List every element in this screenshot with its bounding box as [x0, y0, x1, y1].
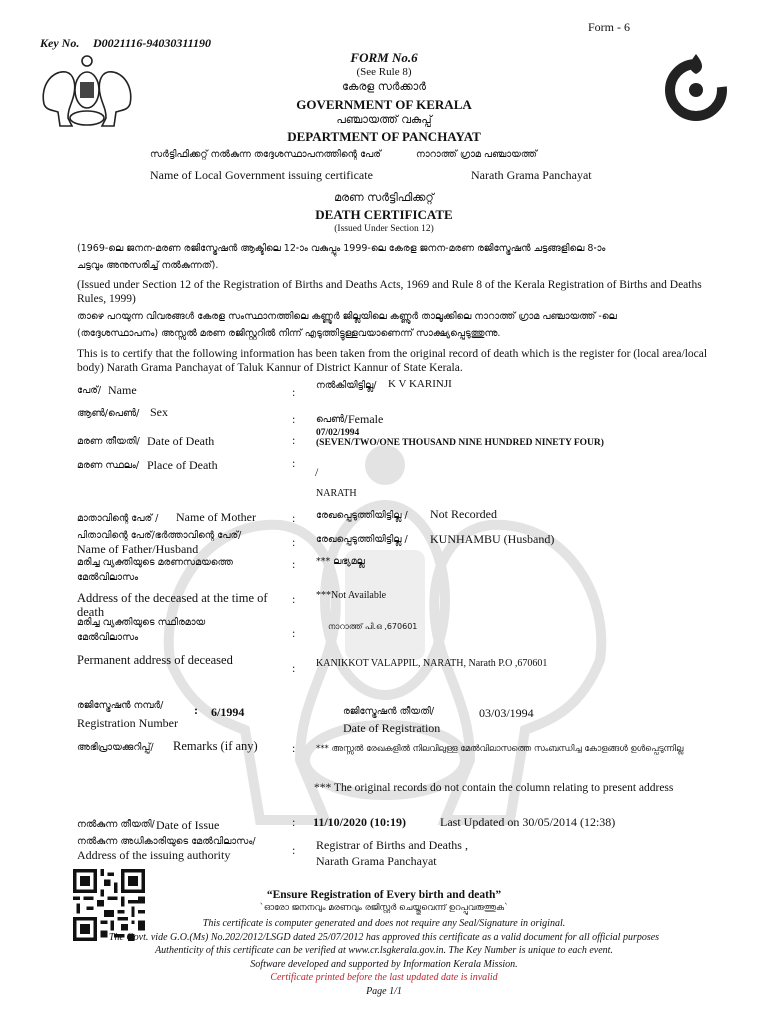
sex-label-en: Sex	[150, 405, 168, 419]
page-number: Page 1/1	[366, 986, 402, 997]
regdate-value: 03/03/1994	[479, 706, 534, 720]
see-rule: (See Rule 8)	[356, 66, 412, 78]
para2-ml-line1: താഴെ പറയുന്ന വിവരങ്ങൾ കേരള സംസ്ഥാനത്തിലെ കണ്ണൂർ ജില്ലയിലെ കണ്ണൂർ താലൂക്കിലെ നാറാത്ത് ഗ്രാമ പഞ്ചായത്ത് -ലെ	[77, 311, 617, 322]
regdate-label-ml: രജിസ്ട്രേഷൻ തീയതി/	[343, 706, 435, 717]
remarks-value-ml: *** അസ്സൽ രേഖകളിൽ നിലവിലുള്ള മേൽവിലാസത്തെ സംബന്ധിച്ച കോളങ്ങൾ ഉൾപ്പെടുന്നില്ല	[316, 744, 684, 754]
footer-line2: The Govt. vide G.O.(Ms) No.202/2012/LSGD dated 25/07/2012 has approved this certificate as a valid document for all official purposes	[108, 932, 660, 943]
sex-label-ml: ആൺ/പെൺ/	[77, 408, 140, 419]
auth-label-en: Address of the issuing authority	[77, 848, 231, 862]
dept-ml: പഞ്ചായത്ത് വകുപ്പ്	[336, 113, 432, 126]
name-value-en: K V KARINJI	[388, 378, 452, 390]
father-value-en: KUNHAMBU (Husband)	[430, 532, 555, 546]
name-label-ml: പേര്/	[77, 385, 102, 396]
footer-line5: Certificate printed before the last updated date is invalid	[270, 972, 498, 983]
auth-value-line2: Narath Grama Panchayat	[316, 854, 437, 868]
dod-words: (SEVEN/TWO/ONE THOUSAND NINE HUNDRED NINETY FOUR)	[316, 438, 604, 448]
mother-label-en: Name of Mother	[176, 510, 256, 524]
regno-value: 6/1994	[211, 705, 245, 719]
lg-value-en: Narath Grama Panchayat	[471, 168, 592, 182]
regno-label-ml: രജിസ്ട്രേഷൻ നമ്പർ/	[77, 700, 164, 711]
remarks-label-en: Remarks (if any)	[173, 739, 258, 753]
addr-time-label-en1: Address of the deceased at the time of	[77, 591, 268, 605]
issue-value: 11/10/2020 (10:19)	[313, 815, 406, 829]
footer-line3: Authenticity of this certificate can be verified at www.cr.lsgkerala.gov.in. The Key Number is unique to each event.	[155, 945, 613, 956]
cert-ml: മരണ സർട്ടിഫിക്കറ്റ്	[334, 191, 434, 204]
dept-en: DEPARTMENT OF PANCHAYAT	[287, 129, 481, 144]
para1-en-line2: Rules, 1999)	[77, 293, 136, 305]
sex-value-en: Female	[348, 412, 384, 426]
dod-value: 07/02/1994	[316, 428, 360, 438]
auth-label-ml: നൽകുന്ന അധികാരിയുടെ മേൽവിലാസം/	[77, 836, 256, 847]
pod-label-en: Place of Death	[147, 458, 218, 472]
pod-value-slash: /	[315, 465, 319, 479]
issued-under: (Issued Under Section 12)	[334, 224, 434, 234]
remarks-value-en: *** The original records do not contain the column relating to present address	[314, 782, 674, 794]
lg-label-en: Name of Local Government issuing certificate	[150, 168, 373, 182]
slogan-en: “Ensure Registration of Every birth and death”	[266, 889, 502, 901]
govt-en: GOVERNMENT OF KERALA	[296, 97, 472, 112]
mother-value-en: Not Recorded	[430, 507, 497, 521]
para1-ml-line2: ചട്ടവും അനുസരിച്ച് നൽകുന്നത്).	[77, 260, 219, 271]
govt-ml: കേരള സർക്കാർ	[342, 80, 426, 93]
para2-ml-line2: (തദ്ദേശസ്ഥാപനം) അസ്സൽ മരണ രജിസ്റ്ററിൽ നിന്ന് എടുത്തിട്ടുള്ളവയാണെന്ന് സാക്ഷ്യപ്പെടുത്തുന്നു.	[77, 328, 501, 339]
addr-time-label-ml2: മേൽവിലാസം	[77, 572, 139, 583]
perm-value-en: KANIKKOT VALAPPIL, NARATH, Narath P.O ,670601	[316, 658, 548, 669]
remarks-label-ml: അഭിപ്രായക്കുറിപ്പ്/	[77, 742, 154, 753]
sex-value-ml: പെൺ/	[316, 414, 348, 425]
issue-label-ml: നൽകുന്ന തീയതി/	[77, 819, 155, 830]
perm-label-ml1: മരിച്ച വ്യക്തിയുടെ സ്ഥിരമായ	[77, 617, 206, 628]
key-no-label: Key No.	[40, 36, 80, 50]
regno-label-en: Registration Number	[77, 716, 178, 730]
lg-label-ml: സർട്ടിഫിക്കറ്റ് നൽകുന്ന തദ്ദേശസ്ഥാപനത്തിന്റെ പേര്	[150, 149, 381, 160]
addr-time-value-ml: *** ലഭ്യമല്ല	[316, 556, 365, 567]
dod-label-en: Date of Death	[147, 434, 215, 448]
footer-line4: Software developed and supported by Information Kerala Mission.	[250, 959, 518, 970]
mother-label-ml: മാതാവിന്റെ പേര് /	[77, 513, 159, 524]
father-label-en: Name of Father/Husband	[77, 542, 199, 556]
dod-label-ml: മരണ തീയതി/	[77, 436, 140, 447]
para2-en-line2: body) Narath Grama Panchayat of Taluk Kannur of District Kannur of State Kerala.	[77, 362, 463, 374]
footer-line1: This certificate is computer generated and does not require any Seal/Signature in original.	[202, 918, 566, 929]
slogan-ml: `ഓരോ ജനനവും മരണവും രജിസ്റ്റർ ചെയ്തുവെന്ന് ഉറപ്പുവരുത്തുക`	[259, 903, 509, 913]
cert-en: DEATH CERTIFICATE	[315, 207, 453, 222]
last-updated: Last Updated on 30/05/2014 (12:38)	[440, 815, 616, 829]
perm-value-ml: നാറാത്ത് പി.ഒ ,670601	[328, 622, 418, 631]
mother-value-ml: രേഖപ്പെടുത്തിയിട്ടില്ല /	[316, 510, 408, 521]
addr-time-value-en: ***Not Available	[316, 590, 387, 601]
name-label-en: Name	[108, 383, 137, 397]
regdate-label-en: Date of Registration	[343, 721, 441, 735]
addr-time-label-ml1: മരിച്ച വ്യക്തിയുടെ മരണസമയത്തെ	[77, 557, 233, 568]
pod-label-ml: മരണ സ്ഥലം/	[77, 460, 140, 471]
issue-label-en: Date of Issue	[156, 818, 220, 832]
lg-value-ml: നാറാത്ത് ഗ്രാമ പഞ്ചായത്ത്	[416, 149, 537, 160]
para1-en-line1: (Issued under Section 12 of the Registration of Births and Deaths Acts, 1969 and Rule 8 of the Kerala Registration of Births and Deaths	[77, 279, 702, 291]
para2-en-line1: This is to certify that the following information has been taken from the original record of death which is the register for (local area/local	[77, 348, 708, 360]
key-no-value: D0021116-94030311190	[93, 36, 212, 50]
perm-label-en: Permanent address of deceased	[77, 653, 233, 667]
pod-value: NARATH	[316, 488, 357, 499]
form-label: Form - 6	[588, 20, 630, 34]
perm-label-ml2: മേൽവിലാസം	[77, 632, 139, 643]
form-title: FORM No.6	[350, 50, 418, 65]
auth-value-line1: Registrar of Births and Deaths ,	[316, 838, 468, 852]
father-label-ml: പിതാവിന്റെ പേര്/ഭർത്താവിന്റെ പേര്/	[77, 530, 242, 541]
name-value-ml: നൽകിയിട്ടില്ല/	[316, 380, 377, 391]
father-value-ml: രേഖപ്പെടുത്തിയിട്ടില്ല /	[316, 534, 408, 545]
addr-time-label-en2: death	[77, 605, 105, 619]
para1-ml-line1: (1969-ലെ ജനന-മരണ രജിസ്ട്രേഷൻ ആക്ടിലെ 12-ാം വകുപ്പും 1999-ലെ കേരള ജനന-മരണ രജിസ്ട്രേഷൻ ചട്ടങ്ങളിലെ 8-ാം	[77, 243, 606, 254]
